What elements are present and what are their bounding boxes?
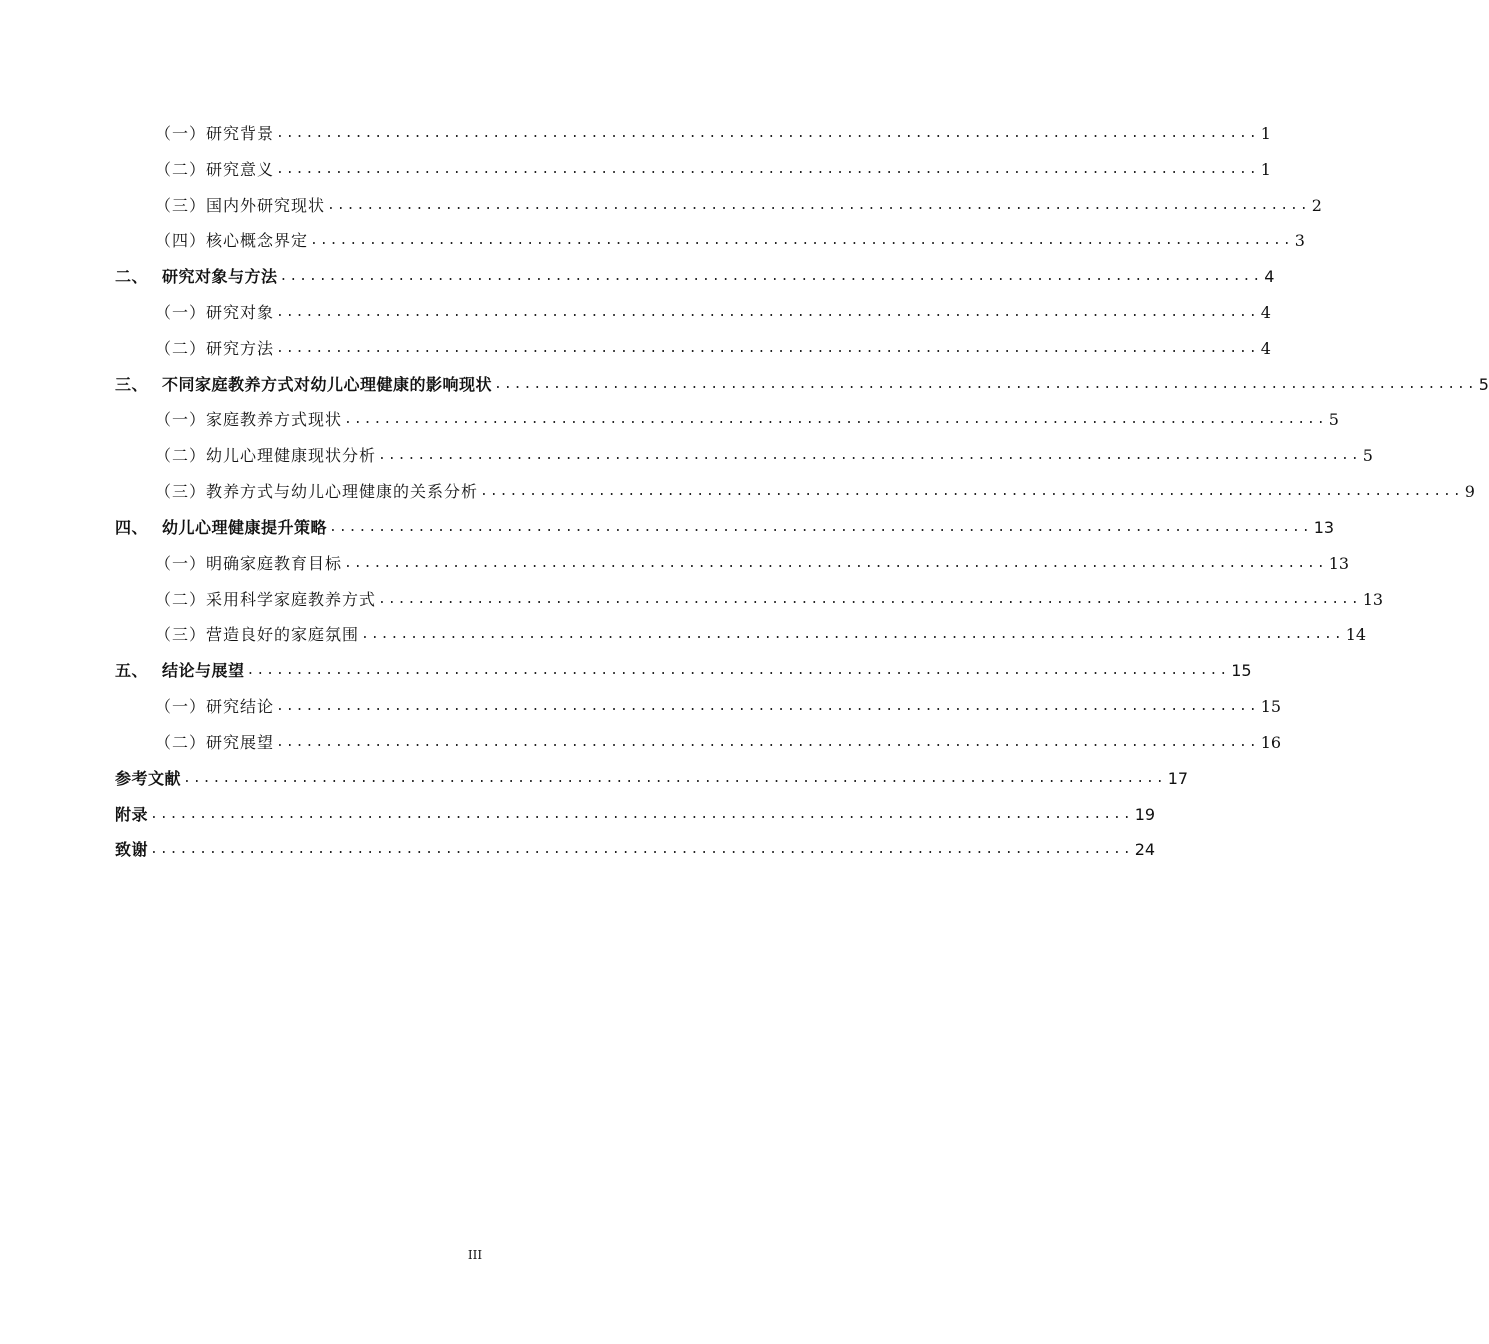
dot-leader: ....................................................................................................: [276, 305, 1259, 320]
toc-entry-page: 5: [1328, 410, 1339, 429]
dot-leader: ....................................................................................................: [276, 162, 1259, 177]
toc-entry[interactable]: [155, 289, 1271, 323]
toc-entry-prefix: 五、: [115, 661, 149, 680]
toc-entry-title: 不同家庭教养方式对幼儿心理健康的影响现状: [162, 375, 493, 394]
toc-entry[interactable]: [155, 325, 1271, 359]
toc-entry-prefix: 三、: [115, 375, 149, 394]
toc-entry-page: 9: [1464, 482, 1475, 501]
toc-entry[interactable]: [155, 396, 1339, 430]
toc-entry[interactable]: [155, 683, 1282, 717]
toc-entry[interactable]: [115, 647, 1252, 681]
toc-entry[interactable]: [115, 826, 1156, 860]
toc-entry-title: （一）研究对象: [155, 303, 275, 322]
toc-entry-title: 研究对象与方法: [162, 267, 278, 286]
toc-entry-title: 参考文献: [115, 769, 182, 788]
dot-leader: ....................................................................................................: [279, 269, 1263, 284]
toc-entry-page: 16: [1260, 733, 1282, 752]
toc-entry[interactable]: [155, 110, 1271, 144]
toc-entry-page: 19: [1134, 805, 1156, 824]
dot-leader: ....................................................................................................: [150, 842, 1133, 857]
dot-leader: ....................................................................................................: [183, 771, 1166, 786]
toc-entry-page: 24: [1134, 840, 1156, 859]
toc-entry-page: 14: [1345, 625, 1367, 644]
toc-entry[interactable]: [155, 719, 1282, 753]
dot-leader: ....................................................................................................: [276, 699, 1259, 714]
dot-leader: ....................................................................................................: [378, 592, 1361, 607]
toc-entry-prefix: 四、: [115, 518, 149, 537]
toc-entry-page: 13: [1313, 518, 1335, 537]
toc-entry-title: 致谢: [115, 840, 149, 859]
dot-leader: ....................................................................................................: [246, 663, 1230, 678]
dot-leader: ....................................................................................................: [276, 126, 1259, 141]
toc-entry-page: 13: [1328, 554, 1350, 573]
toc-entry-prefix: 二、: [115, 267, 149, 286]
toc-entry-page: 4: [1264, 267, 1275, 286]
toc-entry[interactable]: [155, 217, 1305, 251]
toc-entry[interactable]: [115, 253, 1275, 287]
dot-leader: ....................................................................................................: [378, 448, 1361, 463]
toc-entry[interactable]: [155, 540, 1350, 574]
toc-entry-title: （二）幼儿心理健康现状分析: [155, 446, 377, 465]
toc-entry-page: 2: [1311, 196, 1322, 215]
dot-leader: ....................................................................................................: [310, 233, 1293, 248]
toc-entry-page: 4: [1260, 303, 1271, 322]
toc-entry[interactable]: [155, 146, 1271, 180]
toc-entry-page: 5: [1478, 375, 1489, 394]
toc-entry-title: 结论与展望: [162, 661, 245, 680]
dot-leader: ....................................................................................................: [327, 198, 1310, 213]
toc-entry-title: （二）研究意义: [155, 160, 275, 179]
page-number: III: [467, 1248, 483, 1262]
toc-entry-page: 17: [1167, 769, 1189, 788]
dot-leader: ....................................................................................................: [361, 627, 1344, 642]
toc-entry-title: （二）研究方法: [155, 339, 275, 358]
toc-entry[interactable]: [155, 576, 1384, 610]
toc-entry-title: 幼儿心理健康提升策略: [162, 518, 328, 537]
toc-entry-title: （三）营造良好的家庭氛围: [155, 625, 360, 644]
toc-entry-title: （一）研究结论: [155, 697, 275, 716]
toc-entry[interactable]: [155, 182, 1322, 216]
toc-entry[interactable]: [155, 468, 1475, 502]
dot-leader: ....................................................................................................: [276, 735, 1259, 750]
toc-entry-title: （三）教养方式与幼儿心理健康的关系分析: [155, 482, 479, 501]
toc-entry-title: （一）明确家庭教育目标: [155, 554, 343, 573]
toc-entry-title: （三）国内外研究现状: [155, 196, 326, 215]
dot-leader: ....................................................................................................: [494, 377, 1477, 392]
toc-entry-title: （二）研究展望: [155, 733, 275, 752]
toc-entry-page: 1: [1260, 124, 1271, 143]
toc-entry-page: 15: [1260, 697, 1282, 716]
toc-entry[interactable]: [155, 611, 1367, 645]
toc-entry[interactable]: [155, 432, 1373, 466]
toc-entry-page: 1: [1260, 160, 1271, 179]
toc-entry-page: 15: [1231, 661, 1252, 680]
toc-entry[interactable]: [115, 361, 1489, 395]
toc-entry-title: （二）采用科学家庭教养方式: [155, 590, 377, 609]
toc-entry-page: 5: [1362, 446, 1373, 465]
toc-entry-page: 4: [1260, 339, 1271, 358]
toc-entry[interactable]: [115, 791, 1156, 825]
toc-entry-title: 附录: [115, 805, 149, 824]
toc-entry-title: （四）核心概念界定: [155, 231, 309, 250]
toc-entry-title: （一）家庭教养方式现状: [155, 410, 343, 429]
dot-leader: ....................................................................................................: [344, 556, 1327, 571]
toc-entry[interactable]: [115, 504, 1335, 538]
toc-entry[interactable]: [115, 755, 1189, 789]
dot-leader: ....................................................................................................: [276, 341, 1259, 356]
dot-leader: ....................................................................................................: [150, 807, 1133, 822]
toc-entry-page: 3: [1294, 231, 1305, 250]
toc-entry-title: （一）研究背景: [155, 124, 275, 143]
toc-entry-page: 13: [1362, 590, 1384, 609]
dot-leader: ....................................................................................................: [480, 484, 1463, 499]
dot-leader: ....................................................................................................: [344, 412, 1327, 427]
dot-leader: ....................................................................................................: [329, 520, 1312, 535]
